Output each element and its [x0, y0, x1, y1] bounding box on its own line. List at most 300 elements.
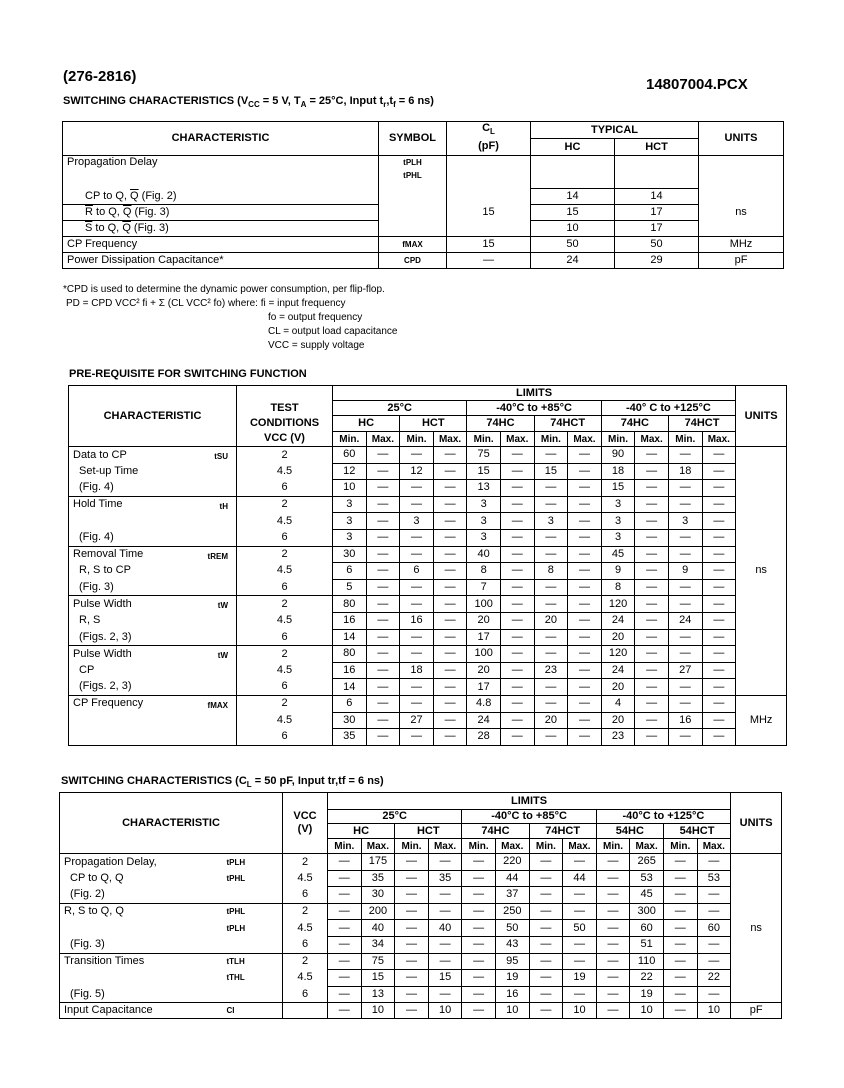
- value-cell: 27: [400, 712, 434, 729]
- th-max: Max.: [495, 839, 529, 854]
- value-cell: 53: [697, 870, 731, 887]
- vcc-cell: 4.5: [237, 563, 333, 580]
- symbol-cell: [223, 887, 283, 904]
- note-line: fo = output frequency: [268, 312, 363, 323]
- value-cell: —: [328, 887, 362, 904]
- value-cell: —: [529, 870, 563, 887]
- figure-ref: (Fig. 3): [79, 580, 114, 593]
- value-cell: —: [500, 679, 534, 696]
- value-cell: 75: [361, 953, 395, 970]
- value-cell: 9: [668, 563, 702, 580]
- symbol: tH: [219, 501, 228, 511]
- value-cell: —: [668, 579, 702, 596]
- value-cell: —: [433, 513, 467, 530]
- vcc-cell: 6: [283, 936, 328, 953]
- value-cell: 10: [495, 1003, 529, 1019]
- vcc-cell: 4.5: [237, 463, 333, 480]
- hc: 50: [531, 237, 615, 253]
- value-cell: 10: [428, 1003, 462, 1019]
- value-cell: —: [568, 596, 602, 613]
- value-cell: 300: [630, 903, 664, 920]
- th-hc: HC: [328, 824, 395, 839]
- value-cell: —: [563, 903, 597, 920]
- value-cell: 4: [601, 695, 635, 712]
- vcc-cell: 2: [237, 596, 333, 613]
- characteristic-cell: [60, 953, 223, 970]
- symbol-cell: [223, 986, 283, 1003]
- value-cell: 10: [697, 1003, 731, 1019]
- value-cell: 13: [467, 480, 501, 497]
- vcc-cell: 2: [237, 695, 333, 712]
- table-row: [69, 712, 787, 729]
- value-cell: —: [702, 563, 736, 580]
- characteristic-cell: [69, 612, 237, 629]
- value-cell: —: [702, 579, 736, 596]
- value-cell: 15: [361, 970, 395, 987]
- value-cell: —: [428, 953, 462, 970]
- value-cell: —: [433, 579, 467, 596]
- th-min: Min.: [400, 432, 434, 447]
- value-cell: —: [500, 496, 534, 513]
- value-cell: 15: [601, 480, 635, 497]
- th-max: Max.: [630, 839, 664, 854]
- symbol: tW: [217, 601, 228, 611]
- characteristic-cell: [60, 986, 223, 1003]
- value-cell: —: [534, 529, 568, 546]
- cl-val: 15: [447, 205, 531, 221]
- value-cell: 17: [467, 679, 501, 696]
- value-cell: 20: [467, 662, 501, 679]
- value-cell: 60: [697, 920, 731, 937]
- value-cell: 3: [467, 513, 501, 530]
- value-cell: 3: [467, 496, 501, 513]
- vcc-cell: [283, 1003, 328, 1019]
- value-cell: 35: [333, 729, 367, 746]
- th-54hct: 54HCT: [663, 824, 730, 839]
- unit-ns: ns: [736, 447, 787, 696]
- value-cell: 10: [630, 1003, 664, 1019]
- th-vcc: VCC (V): [237, 432, 333, 447]
- value-cell: —: [366, 629, 400, 646]
- value-cell: —: [366, 596, 400, 613]
- value-cell: —: [663, 970, 697, 987]
- value-cell: —: [428, 854, 462, 871]
- value-cell: —: [500, 662, 534, 679]
- value-cell: 18: [400, 662, 434, 679]
- symbol: CPD: [379, 253, 447, 269]
- characteristic-cell: [69, 646, 237, 663]
- value-cell: 30: [333, 712, 367, 729]
- th-units: UNITS: [699, 122, 784, 156]
- prop-delay-symbols: tPLH tPHL: [379, 156, 447, 189]
- row-r-to-q: $\overline{R}$ to Q, $\overline{Q}$ (Fig. 3): [63, 205, 379, 221]
- value-cell: —: [702, 679, 736, 696]
- value-cell: 6: [400, 563, 434, 580]
- value-cell: —: [668, 729, 702, 746]
- value-cell: —: [596, 854, 630, 871]
- vcc-cell: 2: [283, 854, 328, 871]
- symbol-cell: tPLH: [223, 854, 283, 871]
- value-cell: —: [534, 480, 568, 497]
- value-cell: 16: [495, 986, 529, 1003]
- th-74hct: 74HCT: [529, 824, 596, 839]
- characteristic-cell: [69, 695, 237, 712]
- value-cell: —: [635, 563, 669, 580]
- th-units: UNITS: [731, 793, 782, 854]
- characteristic-label: Hold Time: [73, 498, 123, 511]
- value-cell: 10: [563, 1003, 597, 1019]
- characteristic-cell: [69, 513, 237, 530]
- value-cell: 19: [630, 986, 664, 1003]
- value-cell: 95: [495, 953, 529, 970]
- value-cell: —: [395, 854, 429, 871]
- value-cell: 28: [467, 729, 501, 746]
- value-cell: —: [462, 920, 496, 937]
- value-cell: 120: [601, 646, 635, 663]
- value-cell: —: [568, 563, 602, 580]
- value-cell: —: [500, 480, 534, 497]
- characteristic-cell: [69, 546, 237, 563]
- value-cell: —: [702, 695, 736, 712]
- value-cell: 175: [361, 854, 395, 871]
- value-cell: —: [395, 986, 429, 1003]
- th-typical: TYPICAL: [531, 122, 699, 139]
- value-cell: 5: [333, 579, 367, 596]
- value-cell: —: [433, 695, 467, 712]
- value-cell: —: [366, 646, 400, 663]
- value-cell: 15: [534, 463, 568, 480]
- prerequisite-table: [68, 385, 787, 746]
- row-cp-to-q: CP to Q, $\overline{Q}$ (Fig. 2): [63, 189, 379, 205]
- value-cell: —: [668, 480, 702, 497]
- value-cell: —: [697, 986, 731, 1003]
- value-cell: —: [568, 447, 602, 464]
- value-cell: —: [433, 629, 467, 646]
- row-input-capacitance: [60, 1003, 782, 1019]
- value-cell: —: [635, 463, 669, 480]
- vcc-cell: 4.5: [283, 920, 328, 937]
- value-cell: 14: [333, 629, 367, 646]
- value-cell: —: [500, 612, 534, 629]
- value-cell: —: [635, 480, 669, 497]
- th-74hct: 74HCT: [534, 416, 601, 432]
- value-cell: —: [400, 646, 434, 663]
- value-cell: —: [668, 447, 702, 464]
- th-74hc: 74HC: [462, 824, 529, 839]
- value-cell: —: [534, 447, 568, 464]
- unit-ns: ns: [699, 205, 784, 221]
- value-cell: —: [500, 546, 534, 563]
- symbol-cell: tPLH: [223, 920, 283, 937]
- value-cell: —: [500, 579, 534, 596]
- value-cell: —: [702, 646, 736, 663]
- cl: 15: [447, 237, 531, 253]
- th-min: Min.: [395, 839, 429, 854]
- th-test: TEST: [237, 401, 333, 416]
- value-cell: 16: [668, 712, 702, 729]
- value-cell: —: [635, 447, 669, 464]
- table-row: [69, 695, 787, 712]
- characteristic-cell: [69, 529, 237, 546]
- value-cell: —: [668, 546, 702, 563]
- value-cell: —: [462, 887, 496, 904]
- value-cell: 18: [601, 463, 635, 480]
- value-cell: —: [328, 986, 362, 1003]
- value-cell: —: [400, 546, 434, 563]
- characteristic-cell: [69, 579, 237, 596]
- value-cell: 7: [467, 579, 501, 596]
- table-row: [69, 646, 787, 663]
- value-cell: —: [635, 596, 669, 613]
- value-cell: 8: [467, 563, 501, 580]
- value-cell: —: [433, 480, 467, 497]
- th-max: Max.: [568, 432, 602, 447]
- th-max: Max.: [433, 432, 467, 447]
- th-max: Max.: [366, 432, 400, 447]
- th-hct: HCT: [615, 139, 699, 156]
- th-max: Max.: [697, 839, 731, 854]
- value-cell: 37: [495, 887, 529, 904]
- th-max: Max.: [361, 839, 395, 854]
- value-cell: 13: [361, 986, 395, 1003]
- value-cell: 15: [467, 463, 501, 480]
- vcc-cell: 4.5: [283, 870, 328, 887]
- value-cell: 60: [630, 920, 664, 937]
- value-cell: —: [395, 953, 429, 970]
- value-cell: —: [529, 936, 563, 953]
- part-number: (276-2816): [63, 68, 137, 85]
- th-hct: HCT: [395, 824, 462, 839]
- value-cell: —: [534, 546, 568, 563]
- value-cell: 20: [601, 679, 635, 696]
- vcc-cell: 6: [237, 679, 333, 696]
- th-vcc: VCC (V): [283, 793, 328, 854]
- value-cell: —: [663, 1003, 697, 1019]
- value-cell: 100: [467, 646, 501, 663]
- figure-ref: (Fig. 4): [79, 531, 114, 544]
- th-min: Min.: [663, 839, 697, 854]
- table3-title: SWITCHING CHARACTERISTICS ($C_L = 50$ pF, Input tr,tf = 6 ns): [61, 775, 384, 790]
- value-cell: 30: [333, 546, 367, 563]
- characteristic-label: (Fig. 3): [70, 938, 105, 951]
- table-row: [69, 662, 787, 679]
- value-cell: —: [563, 936, 597, 953]
- value-cell: —: [668, 646, 702, 663]
- table-row: [69, 546, 787, 563]
- value-cell: —: [529, 854, 563, 871]
- value-cell: —: [500, 646, 534, 663]
- value-cell: —: [534, 679, 568, 696]
- value-cell: —: [529, 986, 563, 1003]
- characteristic-cell: [60, 936, 223, 953]
- characteristic-label: Data to CP: [73, 448, 127, 461]
- vcc-cell: 2: [237, 447, 333, 464]
- value-cell: 3: [601, 513, 635, 530]
- value-cell: —: [428, 887, 462, 904]
- value-cell: —: [568, 695, 602, 712]
- vcc-cell: 6: [237, 629, 333, 646]
- table-row: [69, 463, 787, 480]
- units: MHz: [699, 237, 784, 253]
- value-cell: 80: [333, 596, 367, 613]
- value-cell: 200: [361, 903, 395, 920]
- th-symbol: SYMBOL: [379, 122, 447, 156]
- characteristic-label: (Fig. 5): [70, 987, 105, 1000]
- characteristic-label: Removal Time: [73, 548, 144, 561]
- value-cell: 75: [467, 447, 501, 464]
- table-row: [60, 887, 782, 904]
- value-cell: —: [568, 546, 602, 563]
- characteristic-cell: [69, 463, 237, 480]
- characteristic-cell: [60, 887, 223, 904]
- vcc-cell: 4.5: [237, 612, 333, 629]
- th-max: Max.: [702, 432, 736, 447]
- value-cell: —: [663, 986, 697, 1003]
- symbol-cell: [223, 936, 283, 953]
- th-85c: -40°C to +85°C: [467, 401, 601, 416]
- value-cell: 4.8: [467, 695, 501, 712]
- th-hc: HC: [333, 416, 400, 432]
- table-row: [69, 612, 787, 629]
- value-cell: 51: [630, 936, 664, 953]
- characteristic-label: Propagation Delay,: [64, 855, 157, 868]
- th-125c: -40°C to +125°C: [596, 810, 730, 824]
- vcc-cell: 6: [283, 887, 328, 904]
- value-cell: 8: [601, 579, 635, 596]
- table-row: [60, 970, 782, 987]
- th-units: UNITS: [736, 386, 787, 447]
- value-cell: —: [433, 463, 467, 480]
- characteristic-sublabel: CP: [79, 664, 95, 677]
- value-cell: —: [400, 496, 434, 513]
- value-cell: —: [702, 496, 736, 513]
- prop-delay-label: Propagation Delay: [63, 156, 379, 189]
- value-cell: 40: [467, 546, 501, 563]
- vcc-cell: 2: [237, 646, 333, 663]
- value-cell: —: [568, 463, 602, 480]
- value-cell: —: [366, 529, 400, 546]
- value-cell: 35: [361, 870, 395, 887]
- value-cell: —: [568, 496, 602, 513]
- value-cell: 43: [495, 936, 529, 953]
- value-cell: —: [462, 970, 496, 987]
- table2-title: PRE-REQUISITE FOR SWITCHING FUNCTION: [69, 368, 307, 380]
- row-cp-frequency: [63, 237, 784, 253]
- value-cell: —: [702, 529, 736, 546]
- vcc-cell: 6: [237, 529, 333, 546]
- th-74hc: 74HC: [601, 416, 668, 432]
- value-cell: —: [663, 887, 697, 904]
- th-cl-unit: (pF): [447, 139, 531, 156]
- value-cell: —: [635, 695, 669, 712]
- table-row: [69, 563, 787, 580]
- characteristic-cell: [69, 480, 237, 497]
- value-cell: 3: [467, 529, 501, 546]
- vcc-cell: 6: [237, 480, 333, 497]
- th-85c: -40°C to +85°C: [462, 810, 596, 824]
- table-row: [69, 529, 787, 546]
- value-cell: 8: [534, 563, 568, 580]
- value-cell: —: [328, 903, 362, 920]
- table-row: [60, 854, 782, 871]
- value-cell: 90: [601, 447, 635, 464]
- value-cell: 3: [534, 513, 568, 530]
- value-cell: 6: [333, 695, 367, 712]
- characteristic-label: CP Frequency: [73, 697, 144, 710]
- value-cell: —: [568, 513, 602, 530]
- value-cell: 23: [601, 729, 635, 746]
- value-cell: —: [400, 695, 434, 712]
- value-cell: —: [668, 695, 702, 712]
- hc-val: 14: [531, 189, 615, 205]
- value-cell: —: [534, 695, 568, 712]
- value-cell: —: [433, 712, 467, 729]
- value-cell: 3: [668, 513, 702, 530]
- value-cell: —: [433, 563, 467, 580]
- value-cell: —: [433, 447, 467, 464]
- value-cell: —: [462, 1003, 496, 1019]
- th-min: Min.: [534, 432, 568, 447]
- value-cell: 19: [563, 970, 597, 987]
- table-row: [60, 870, 782, 887]
- value-cell: 22: [697, 970, 731, 987]
- value-cell: 3: [333, 513, 367, 530]
- value-cell: 110: [630, 953, 664, 970]
- value-cell: —: [534, 629, 568, 646]
- value-cell: 60: [333, 447, 367, 464]
- th-min: Min.: [328, 839, 362, 854]
- value-cell: —: [568, 579, 602, 596]
- value-cell: 14: [333, 679, 367, 696]
- value-cell: —: [395, 936, 429, 953]
- value-cell: —: [635, 612, 669, 629]
- characteristic-cell: [69, 662, 237, 679]
- value-cell: —: [433, 729, 467, 746]
- value-cell: —: [702, 480, 736, 497]
- hc: 24: [531, 253, 615, 269]
- value-cell: 15: [428, 970, 462, 987]
- value-cell: —: [568, 662, 602, 679]
- characteristic-sublabel: R, S: [79, 614, 101, 627]
- value-cell: —: [568, 646, 602, 663]
- value-cell: 24: [668, 612, 702, 629]
- value-cell: 80: [333, 646, 367, 663]
- value-cell: —: [668, 529, 702, 546]
- value-cell: 53: [630, 870, 664, 887]
- value-cell: —: [697, 953, 731, 970]
- value-cell: 19: [495, 970, 529, 987]
- value-cell: 34: [361, 936, 395, 953]
- table-row: [69, 447, 787, 464]
- hct: 50: [615, 237, 699, 253]
- value-cell: —: [568, 529, 602, 546]
- table-row: [60, 920, 782, 937]
- value-cell: 20: [601, 629, 635, 646]
- table-row: [69, 513, 787, 530]
- hct: 29: [615, 253, 699, 269]
- characteristic-label: CP to Q, Q: [70, 871, 124, 884]
- value-cell: 24: [601, 612, 635, 629]
- units: pF: [699, 253, 784, 269]
- vcc-cell: 4.5: [237, 513, 333, 530]
- vcc-cell: 2: [283, 903, 328, 920]
- note-line: VCC = supply voltage: [268, 340, 365, 351]
- value-cell: —: [596, 986, 630, 1003]
- value-cell: 20: [601, 712, 635, 729]
- value-cell: —: [568, 712, 602, 729]
- value-cell: 3: [601, 496, 635, 513]
- value-cell: 16: [333, 662, 367, 679]
